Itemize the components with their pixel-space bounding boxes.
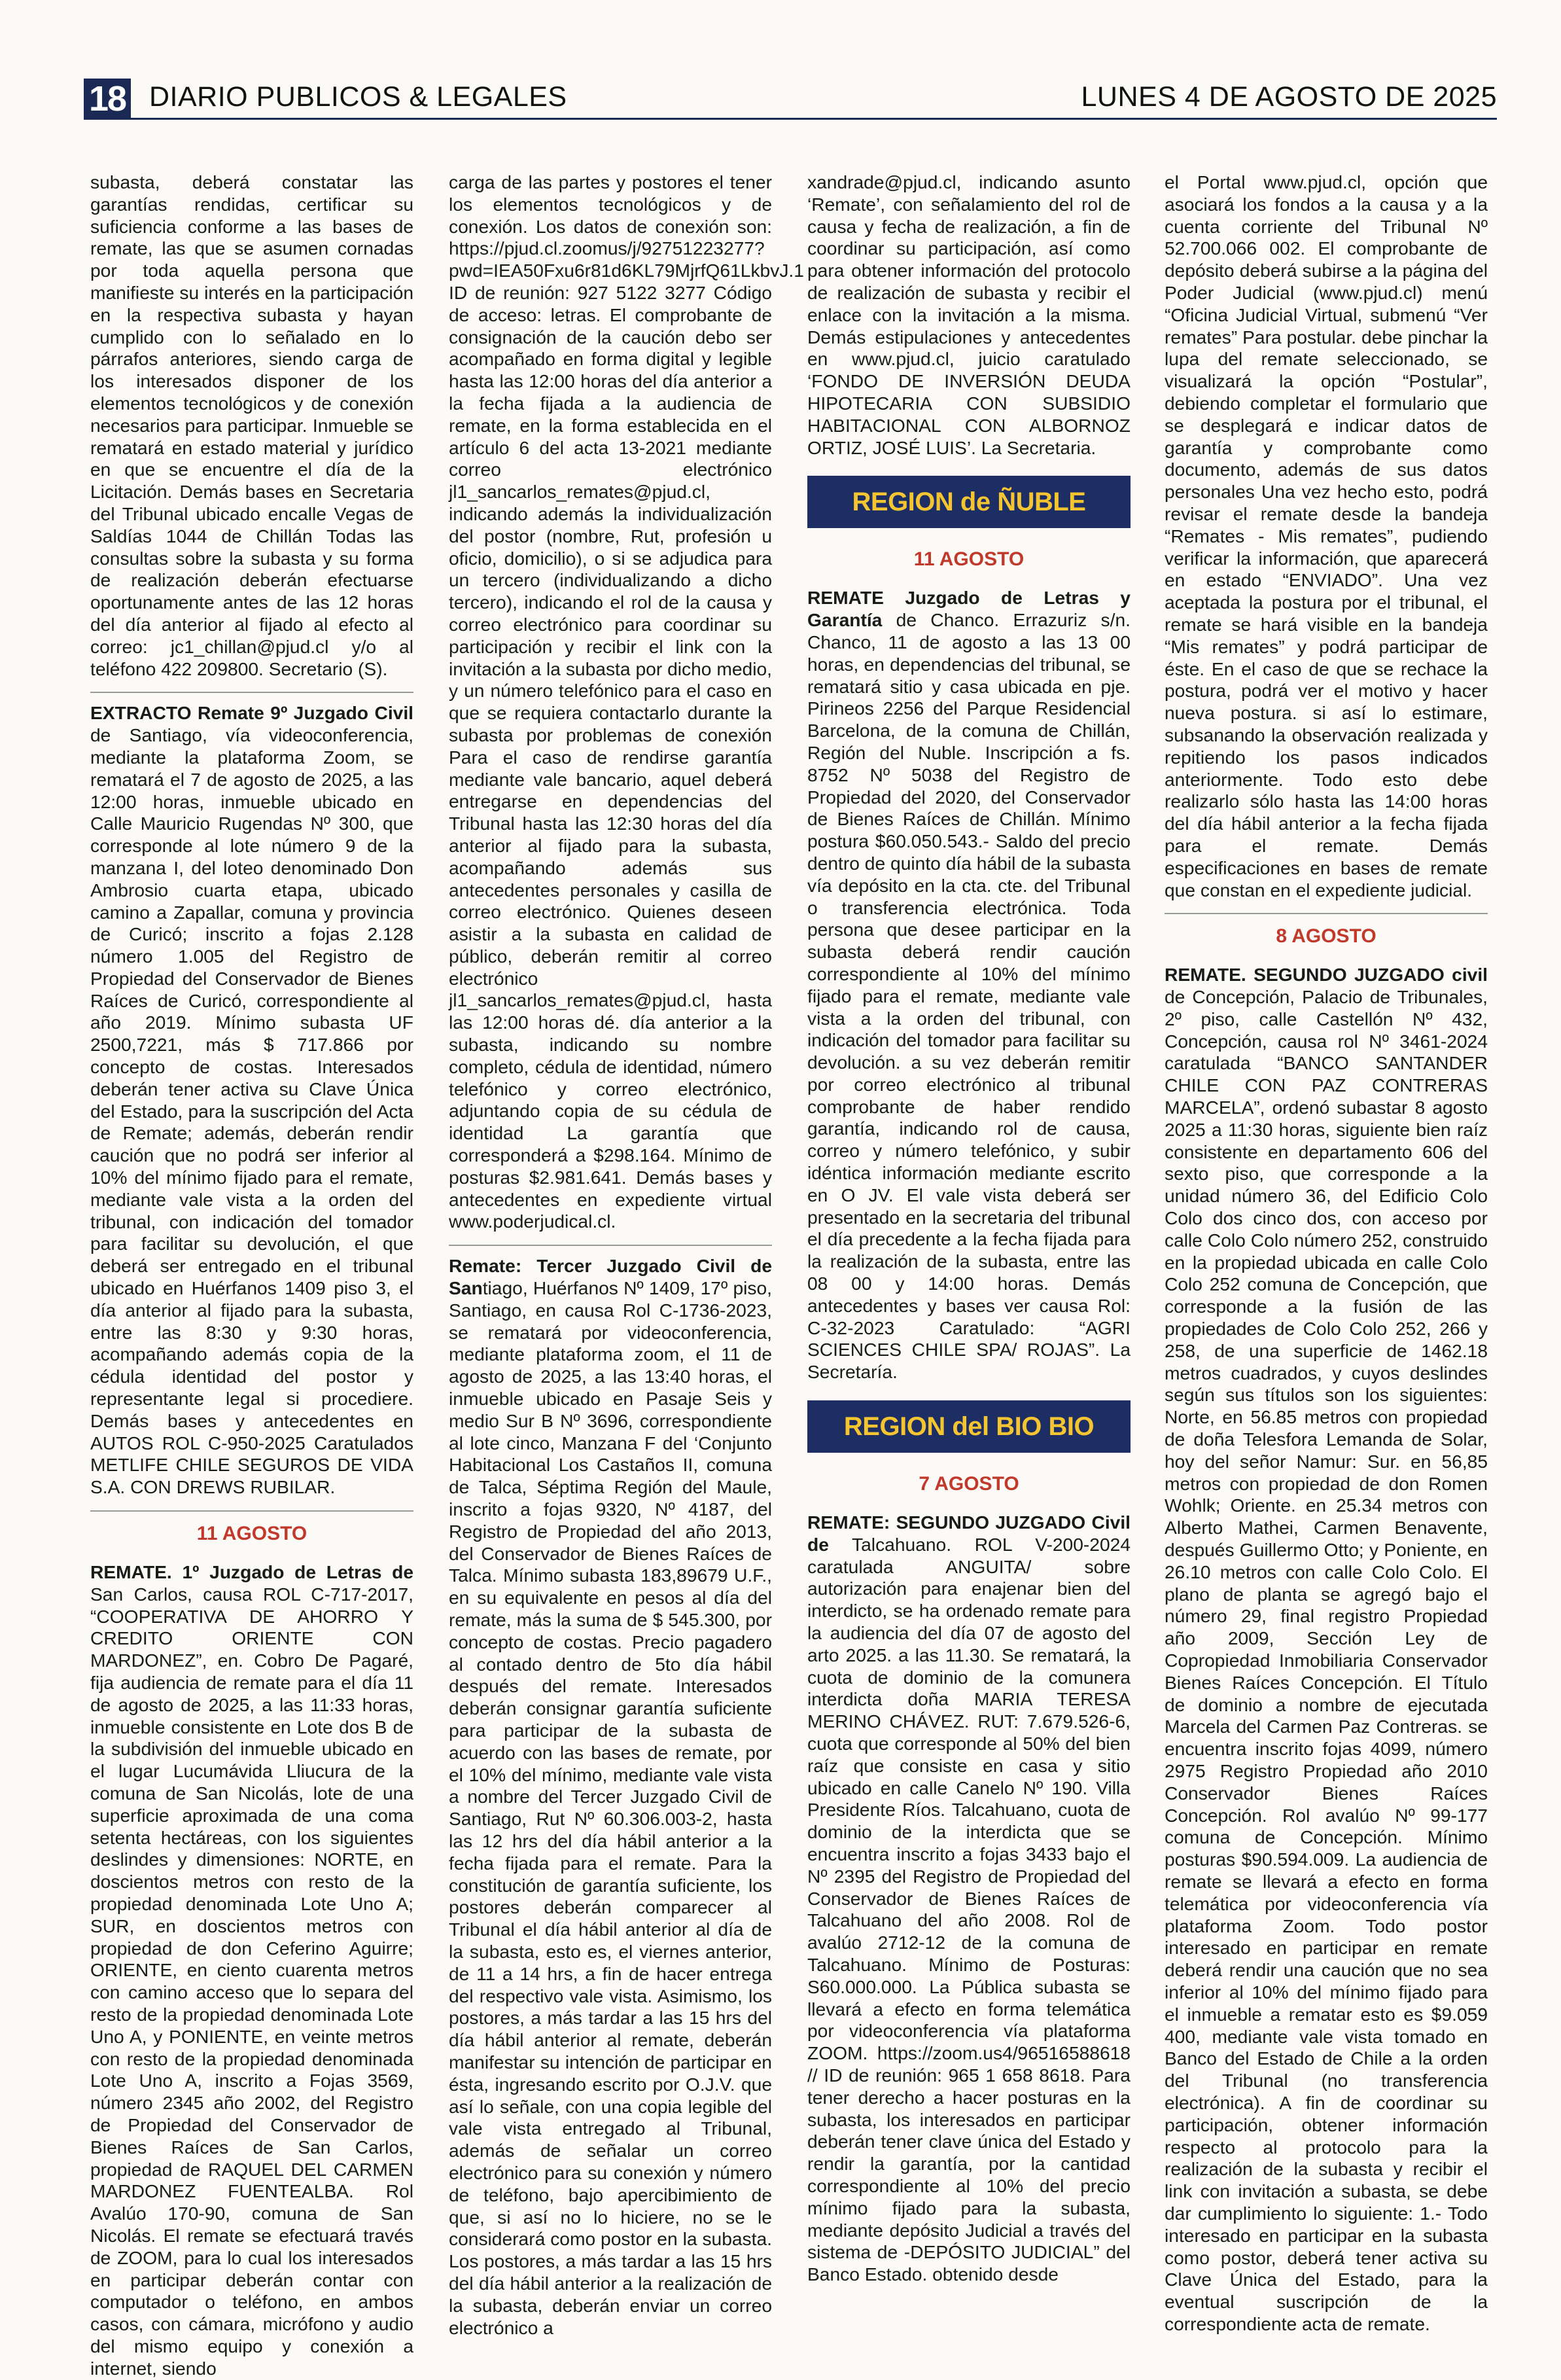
date-heading: 7 AGOSTO [919,1473,1019,1495]
divider [90,692,413,693]
notice-heading: REMATE: SEGUNDO JUZGADO Civil de [807,1512,1131,1555]
date-heading: 11 AGOSTO [913,548,1025,571]
notice-heading: REMATE Juzgado de Letras y Garantía [807,587,1131,631]
notice-paragraph [807,587,1131,1383]
notice-paragraph [90,702,413,1499]
issue-date: LUNES 4 DE AGOSTO DE 2025 [1081,81,1497,113]
column-4 [1165,171,1488,2334]
notice-heading: Remate: Tercer Juzgado Civil de San [449,1255,772,1299]
notice-heading: EXTRACTO Remate 9º Juzgado Civil [90,702,413,724]
notice-text: tiago, Huérfanos Nº 1409, 17º piso, Santiago, en causa Rol C-1736-2023, se rematará por videoconferencia, mediante plataforma zoom, el 11 de agosto de 2025, a las 13:40 horas, el inmueble ubicado en Pasaje Seis y medio Sur B Nº 3696, correspondiente al lote cinco, Manzana F del ‘Conjunto Habitacional Los Castaños II, comuna de Talca, Séptima Región del Maule, inscrito a fojas 9320, Nº 4187, del Registro de Propiedad del año 2013, del Conservador de Bienes Raíces de Talca. Mínimo subasta 183,89679 U.F., en su equivalente en pesos al día del remate, más la suma de $ 545.300, por concepto de costas. Precio pagadero al contado dentro de 5to día hábil después del remate. Interesados deberán consignar garantía suficiente para participar de la subasta de acuerdo con las bases de remate, por el 10% del mínimo, mediante vale vista a nombre del Tercer Juzgado Civil de Santiago, Rut Nº 60.306.003-2, hasta las 12 hrs del día hábil anterior a la fecha fijada para el remate. Para la constitución de garantía suficiente, los postores deberán comparecer al Tribunal el día hábil anterior al día de la subasta, esto es, el viernes anterior, de 11 a 14 hrs, a fin de hacer entrega del respectivo vale vista. Asimismo, los postores, a más tardar a las 15 hrs del día hábil anterior al remate, deberán manifestar su intención de participar en ésta, ingresando escrito por O.J.V. que así lo señale, con una copia legible del vale vista entregado al Tribunal, además de señalar un correo electrónico para su conexión y número de teléfono, bajo apercibimiento de que, si así no lo hiciere, no se le considerará como postor en la subasta. Los postores, a más tardar a las 15 hrs del día hábil anterior a la realización de la subasta, deberán enviar un correo electrónico a [449,1277,772,2338]
notice-paragraph [1165,964,1488,2335]
notice-heading: REMATE. SEGUNDO JUZGADO civil [1165,964,1488,986]
notice-text: subasta, deberá constatar las garantías rendidas, certificar su suficiencia conforme a las bases de remate, las que se asumen cornadas por toda aquella persona que manifieste su interés en la participación en la respectiva subasta y hayan cumplido con lo señalado en lo párrafos anteriores, siendo carga de los interesados disponer de los elementos tecnológicos y de conexión necesarios para participar. Inmueble se rematará en estado material y jurídico en que se encuentre el día de la Licitación. Demás bases en Secretaria del Tribunal ubicado encalle Vegas de Saldías 1044 de Chillán Todas las consultas sobre la subasta y su forma de realización deberán efectuarse oportunamente antes de las 12 horas del día anterior al fijado al efecto al correo: jc1_chillan@pjud.cl y/o al teléfono 422 209800. Secretario (S). [90,171,413,679]
newspaper-name: DIARIO PUBLICOS & LEGALES [149,81,567,113]
divider [1165,913,1488,914]
notice-paragraph [807,1512,1131,2286]
notice-text: de Santiago, vía videoconferencia, mediante la plataforma Zoom, se rematará el 7 de agosto de 2025, a las 12:00 horas, inmueble ubicado en Calle Mauricio Rugendas Nº 300, que corresponde al lote número 9 de la manzana I, del loteo denominado Don Ambrosio cuarta etapa, ubicado camino a Zapallar, comuna y provincia de Curicó; inscrito a fojas 2.128 número 1.005 del Registro de Propiedad del Conservador de Bienes Raíces de Curicó, correspondiente al año 2019. Mínimo subasta UF 2500,7221, más $ 717.866 por concepto de costas. Interesados deberán tener activa su Clave Única del Estado, para la suscripción del Acta de Remate; además, deberán rendir caución que no podrá ser inferior al 10% del mínimo fijado para el remate, mediante vale vista a la orden del tribunal, con indicación del tomador para facilitar su devolución, el que deberá ser entregado en el tribunal ubicado en Huérfanos 1409 piso 3, el día anterior al fijado para la subasta, entre las 8:30 y 9:30 horas, acompañando además copia de la cédula identidad del postor y representante legal si procediere. Demás bases y antecedentes en AUTOS ROL C-950-2025 Caratulados METLIFE CHILE SEGUROS DE VIDA S.A. CON DREWS RUBILAR. [90,724,413,1498]
notice-heading: REMATE. 1º Juzgado de Letras de [90,1561,413,1583]
notice-text: de Chanco. Errazuriz s/n. Chanco, 11 de agosto a las 13 00 horas, en dependencias del tribunal, se rematará sitio y casa ubicada en pje. Pirineos 2256 del Parque Residencial Barcelona, de la comuna de Chillán, Región del Nuble. Inscripción a fs. 8752 Nº 5038 del Registro de Propiedad del 2020, del Conservador de Bienes Raíces de Chillán. Mínimo postura $60.050.543.- Saldo del precio dentro de quinto día hábil de la subasta vía depósito en la cta. cte. del Tribunal o transferencia electrónica. Toda persona que desee participar en la subasta deberá rendir caución correspondiente al 10% del mínimo fijado para el remate, mediante vale vista a la orden del tribunal, con indicación del tomador para facilitar su devolución. a su vez deberán remitir por correo electrónico al tribunal comprobante de haber rendido garantía, indicando rol de causa, correo y número telefónico, y subir idéntica información mediante escrito en O JV. El vale vista deberá ser presentado en la secretaria del tribunal el día precedente a la fecha fijada para la realización de la subasta, entre las 08 00 y 14:00 horas. Demás antecedentes y bases ver causa Rol: C-32-2023 Caratulado: “AGRI SCIENCES CHILE SPA/ ROJAS”. La Secretaría. [807,609,1131,1383]
notice-text: de Concepción, Palacio de Tribunales, 2º piso, calle Castellón Nº 432, Concepción, causa rol Nº 3461-2024 caratulada “BANCO SANTANDER CHILE CON PAZ CONTRERAS MARCELA”, ordenó subastar 8 agosto 2025 a 11:30 horas, siguiente bien raíz consistente en departamento 606 del sexto piso, que corresponde a la unidad número 36, del Edificio Colo Colo dos cinco dos, con acceso por calle Colo Colo número 252, construido en la propiedad ubicada en calle Colo Colo 252 comuna de Concepción, que corresponde a la fusión de las propiedades de Colo Colo 252, 266 y 258, de una superficie de 1462.18 metros cuadrados, y cuyos deslindes según sus títulos son los siguientes: Norte, en 56.85 metros con propiedad de doña Telesfora Lemanda de Solar, hoy del señor Namur: Sur. en 56,85 metros con propiedad de don Romen Wohlk; Oriente. en 25.34 metros con Alberto Mathei, Carmen Benavente, después Guillermo Otto; y Poniente, en 26.10 metros con calle Colo Colo. El plano de planta se agregó bajo el número 29, final registro Propiedad año 2009, Sección Ley de Copropiedad Inmobiliaria Conservador Bienes Raíces Concepción. El Título de dominio a nombre de ejecutada Marcela del Carmen Paz Contreras. se encuentra inscrito fojas 4099, número 2975 Registro Propiedad año 2010 Conservador Bienes Raíces Concepción. Rol avalúo Nº 99-177 comuna de Concepción. Mínimo posturas $90.594.009. La audiencia de remate se llevará a efecto en forma telemática por videoconferencia vía plataforma Zoom. Todo postor interesado en participar en remate deberá rendir una caución que no sea inferior al 10% del mínimo fijado para el inmueble a rematar esto es $9.059 400, mediante vale vista tomado en Banco del Estado de Chile a la orden del Tribunal (no transferencia electrónica). A fin de coordinar su participación, obtener información respecto al protocolo para la realización de la subasta y recibir el link con invitación a subasta, se debe dar cumplimiento lo siguiente: 1.- Todo interesado en participar en la subasta como postor, deberá tener activa su Clave Única del Estado, para la eventual suscripción de la correspondiente acta de remate. [1165,986,1488,2334]
notice-columns [90,171,1488,2379]
notice-text: el Portal www.pjud.cl, opción que asociará los fondos a la causa y a la cuenta corriente del Tribunal Nº 52.700.066 002. El comprobante de depósito deberá subirse a la página del Poder Judicial (www.pjud.cl) menú “Oficina Judicial Virtual, submenú “Ver remates” Para postular. debe pinchar la lupa del remate seleccionado, se visualizará la opción “Postular”, debiendo completar el formulario que se desplegará e indicar datos de garantía y comprobante como documento, además de sus datos personales Una vez hecho esto, podrá revisar el remate desde la bandeja “Remates - Mis remates”, pudiendo verificar la información, que aparecerá en estado “ENVIADO”. Una vez aceptada la postura por el tribunal, el remate se hará visible en la bandeja “Mis remates” y podrá participar de éste. En el caso de que se rechace la postura, podrá ver el motivo y hacer nueva postura. si así lo estimare, subsanando la observación realizada y repitiendo los pasos indicados anteriormente. Todo esto debe realizarlo sólo hasta las 14:00 horas del día hábil anterior a la fecha fijada para el remate. Demás especificaciones en bases de remate que constan en el expediente judicial. [1165,171,1488,900]
notice-text: xandrade@pjud.cl, indicando asunto ‘Remate’, con señalamiento del rol de causa y fecha de realización, a fin de coordinar su participación, así como para obtener información del protocolo de realización de subasta y recibir el enlace con la invitación a la misma. Demás estipulaciones y antecedentes en www.pjud.cl, juicio caratulado ‘FONDO DE INVERSIÓN DEUDA HIPOTECARIA CON SUBSIDIO HABITACIONAL CON ALBORNOZ ORTIZ, JOSÉ LUIS’. La Secretaria. [807,171,1131,458]
divider [90,1510,413,1512]
column-1 [90,171,413,2379]
region-banner-nuble: REGION de ÑUBLE [807,476,1131,528]
page-header [84,79,1497,120]
notice-text: San Carlos, causa ROL C-717-2017, “COOPERATIVA DE AHORRO Y CREDITO ORIENTE CON MARDONEZ”, en. Cobro De Pagaré, fija audiencia de remate para el día 11 de agosto de 2025, a las 11:33 horas, inmueble consistente en Lote dos B de la subdivisión del inmueble ubicado en el lugar Lucumávida Lliucura de la comuna de San Nicolás, lote de una superficie aproximada de una coma setenta hectáreas, con los siguientes deslindes y dimensiones: NORTE, en doscientos metros con resto de la propiedad denominada Lote Uno A; SUR, en doscientos metros con propiedad de don Ceferino Aguirre; ORIENTE, en ciento cuarenta metros con camino acceso que lo separa del resto de la propiedad denominada Lote Uno A, y PONIENTE, en veinte metros con resto de la propiedad denominada Lote Uno A, inscrito a Fojas 3569, número 2345 año 2002, del Registro de Propiedad del Conservador de Bienes Raíces de San Carlos, propiedad de RAQUEL DEL CARMEN MARDONEZ FUENTEALBA. Rol Avalúo 170-90, comuna de San Nicolás. El remate se efectuará través de ZOOM, para lo cual los interesados en participar deberán contar con computador o teléfono, en ambos casos, con cámara, micrófono y audio del mismo equipo y conexión a internet, siendo [90,1583,413,2379]
column-2 [449,171,804,2338]
region-banner-biobio: REGION del BIO BIO [807,1400,1131,1453]
column-3 [807,171,1131,2285]
date-heading: 8 AGOSTO [1276,925,1377,948]
divider [449,1245,772,1246]
notice-paragraph [449,1255,772,2339]
notice-text: carga de las partes y postores el tener los elementos tecnológicos y de conexión. Los datos de conexión son: https://pjud.cl.zoomus/j/92751223277?pwd=IEA50Fxu6r81d6KL79MjrfQ61LkbvJ.1 ID de reunión: 927 5122 3277 Código de acceso: letras. El comprobante de consignación de la caución debo ser acompañado en forma digital y legible hasta las 12:00 horas del día anterior a la fecha fijada a la audiencia de remate, en la forma establecida en el artículo 6 del acta 13-2021 mediante correo electrónico jl1_sancarlos_remates@pjud.cl, indicando además la individualización del postor (nombre, Rut, profesión u oficio, domicilio), o si se adjudica para un tercero (individualizando a dicho tercero), indicando el rol de la causa y correo electrónico para coordinar su participación y recibir el link con la invitación a la subasta por dicho medio, y un número telefónico para el caso en que se requiera contactarlo durante la subasta por problemas de conexión Para el caso de rendirse garantía mediante vale bancario, aquel deberá entregarse en dependencias del Tribunal hasta las 12:30 horas del día anterior al fijado para la subasta, acompañando además sus antecedentes personales y casilla de correo electrónico. Quienes deseen asistir a la subasta en calidad de público, deberán remitir al correo electrónico jl1_sancarlos_remates@pjud.cl, hasta las 12:00 horas dé. día anterior a la subasta, indicando su nombre completo, cédula de identidad, número telefónico y correo electrónico, adjuntando copia de su cédula de identidad La garantía que corresponderá a $298.164. Mínimo de posturas $2.981.641. Demás bases y antecedentes en expediente virtual www.poderjudical.cl. [449,171,804,1232]
notice-text: Talcahuano. ROL V-200-2024 caratulada ANGUITA/ sobre autorización para enajenar bien del interdicto, se ha ordenado remate para la audiencia del día 07 de agosto del arto 2025. a las 11.30. Se rematará, la cuota de dominio de la comunera interdicta doña MARIA TERESA MERINO CHÁVEZ. RUT: 7.679.526-6, cuota que corresponde al 50% del bien raíz que consiste en casa y sitio ubicado en calle Canelo Nº 190. Villa Presidente Ríos. Talcahuano, cuota de dominio de la interdicta que se encuentra inscrito a fojas 3433 bajo el Nº 2395 del Registro de Propiedad del Conservador de Bienes Raíces de Talcahuano del año 2008. Rol de avalúo 2712-12 de la comuna de Talcahuano. Mínimo de Posturas: S60.000.000. La Pública subasta se llevará a efecto en forma telemática por videoconferencia vía plataforma ZOOM. https://zoom.us4/96516588618 // ID de reunión: 965 1 658 8618. Para tener derecho a hacer posturas en la subasta, los interesados en participar deberán tener clave única del Estado y rendir la garantía, por la cantidad correspondiente al 10% del precio mínimo fijado para la subasta, mediante depósito Judicial a través del sistema de -DEPÓSITO JUDICIAL” del Banco Estado. obtenido desde [807,1533,1131,2285]
page-number: 18 [84,79,131,119]
date-heading: 11 AGOSTO [196,1523,307,1545]
notice-paragraph [90,1561,413,2379]
